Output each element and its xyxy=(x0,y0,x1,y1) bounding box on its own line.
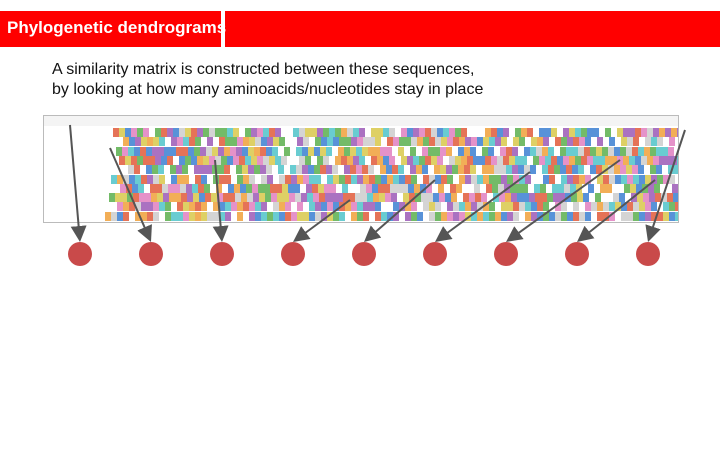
alignment-cell xyxy=(677,128,679,137)
alignment-row xyxy=(44,175,678,184)
alignment-row xyxy=(44,184,678,193)
leaf-node xyxy=(68,242,92,266)
alignment-row xyxy=(44,156,678,165)
description-line-1: A similarity matrix is constructed between these sequences, xyxy=(52,61,475,78)
alignment-row xyxy=(44,147,678,156)
leaf-node xyxy=(494,242,518,266)
description xyxy=(52,60,652,100)
alignment-cell xyxy=(674,165,679,174)
alignment-consensus-row xyxy=(44,116,678,126)
alignment-row xyxy=(44,137,678,146)
alignment-cell xyxy=(675,175,679,184)
alignment-row xyxy=(44,128,678,137)
alignment-row xyxy=(44,165,678,174)
alignment-row xyxy=(44,193,678,202)
leaf-node xyxy=(423,242,447,266)
leaf-node xyxy=(210,242,234,266)
alignment-cell xyxy=(673,193,679,202)
alignment-row xyxy=(44,202,678,211)
alignment-cell xyxy=(675,202,679,211)
alignment-cell xyxy=(675,212,679,221)
leaf-node xyxy=(352,242,376,266)
leaf-node xyxy=(636,242,660,266)
alignment-cell xyxy=(674,147,679,156)
alignment-cell xyxy=(677,156,679,165)
leaf-node xyxy=(565,242,589,266)
alignment-cell xyxy=(672,184,678,193)
leaf-node xyxy=(281,242,305,266)
description-line-2: by looking at how many aminoacids/nucleotides stay in place xyxy=(52,81,484,98)
leaf-node xyxy=(139,242,163,266)
sequence-alignment xyxy=(43,115,679,223)
alignment-cell xyxy=(675,137,679,146)
page-title: Phylogenetic dendrograms xyxy=(7,18,227,37)
alignment-row xyxy=(44,212,678,221)
